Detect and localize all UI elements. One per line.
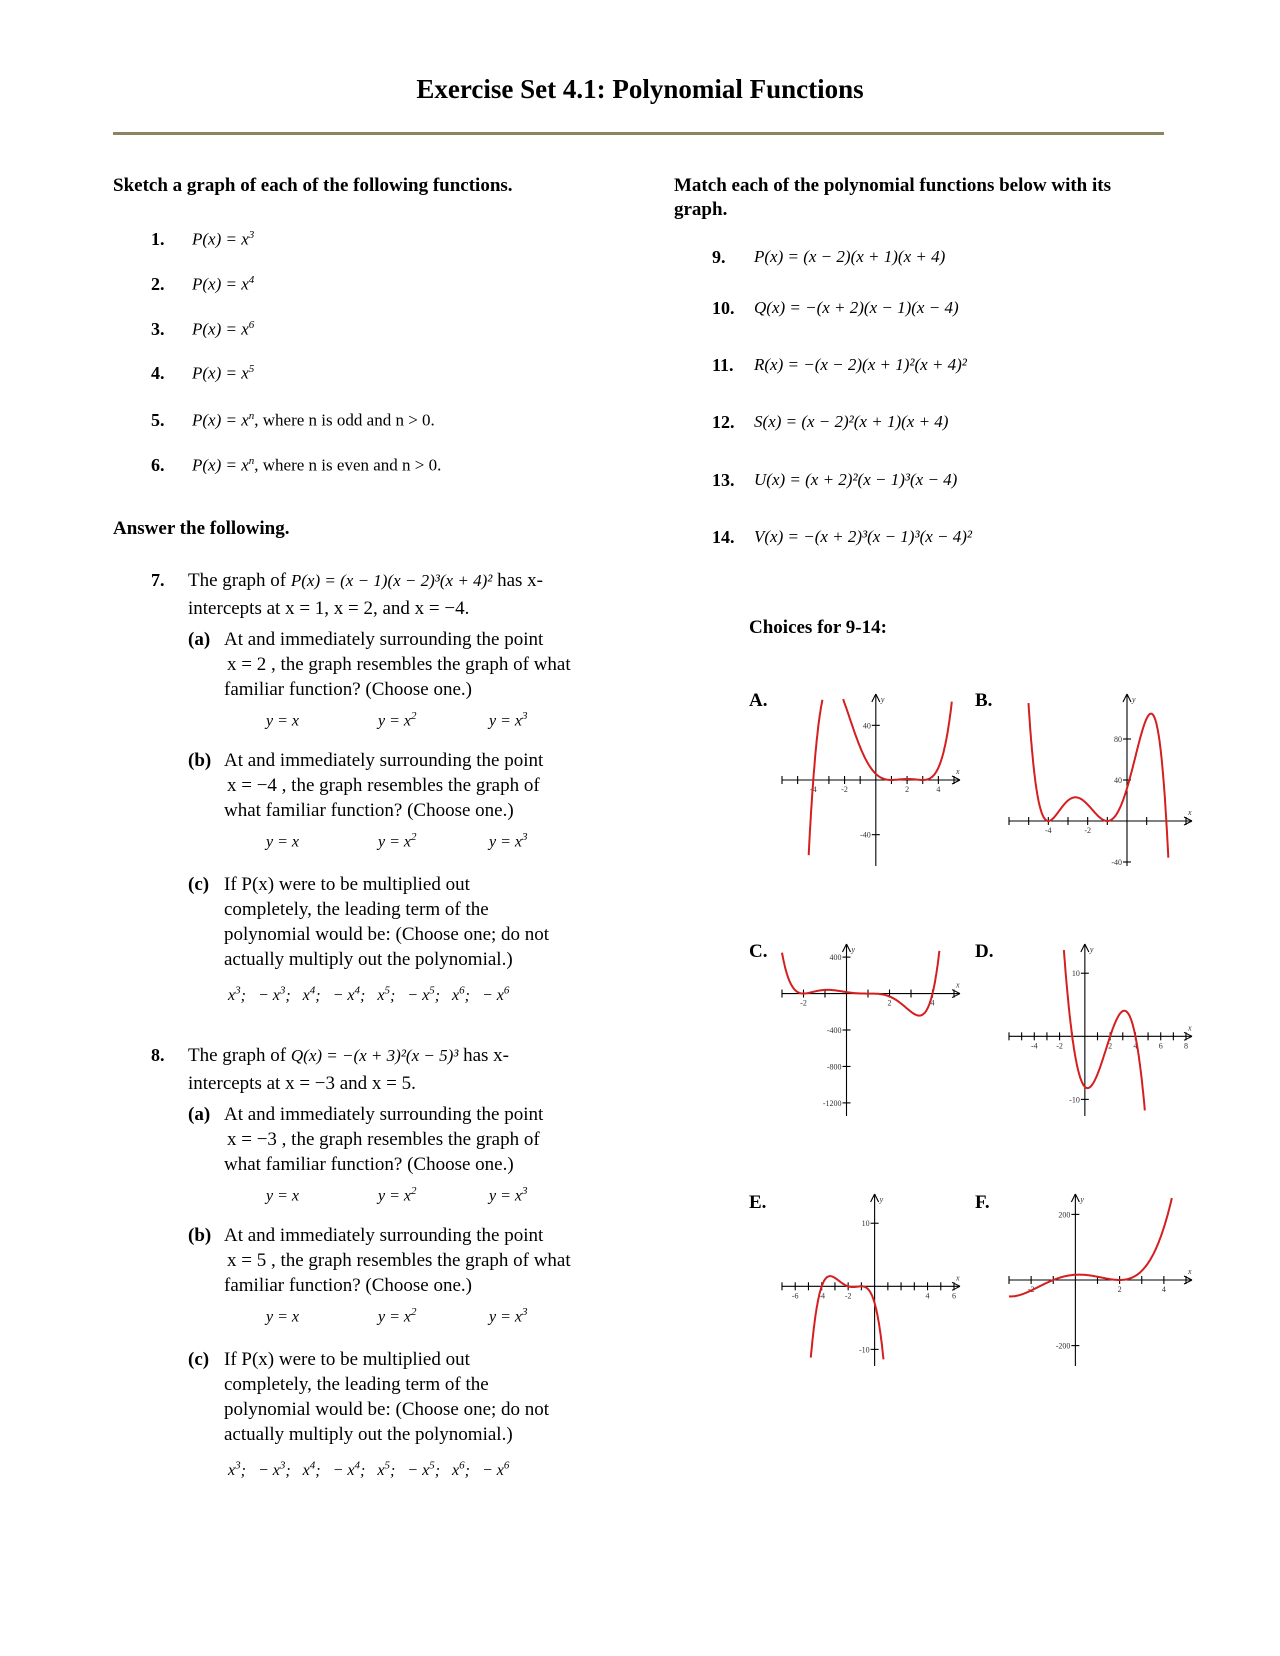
graph-c	[776, 940, 966, 1120]
q8-part-a-label: (a)	[188, 1104, 211, 1125]
leading-term-choice: − $x^4$	[332, 985, 361, 1005]
graph-a	[776, 690, 966, 870]
leading-term-choice: − $x^5$	[407, 985, 435, 1005]
sketch-heading: Sketch a graph of each of the following functions.	[113, 175, 513, 196]
y-tick-label: 200	[1058, 1210, 1071, 1220]
graph-label-c: C.	[749, 941, 768, 962]
q8-function: Q(x) = −(x + 3)²(x − 5)³	[290, 1046, 459, 1065]
q7-stem-line2: intercepts at x = 1, x = 2, and x = −4.	[188, 598, 470, 619]
y-axis-label: y	[880, 695, 885, 704]
y-tick-label: -10	[858, 1345, 870, 1355]
item-number: 3.	[151, 319, 165, 339]
x-tick-label: -2	[841, 785, 848, 794]
graph-label-e: E.	[749, 1192, 767, 1213]
y-tick-label: 400	[829, 953, 842, 963]
y-tick-label: -40	[860, 830, 871, 840]
x-tick-label: 8	[1184, 1041, 1188, 1051]
item-function: P(x) = (x − 2)(x + 1)(x + 4)	[754, 247, 946, 266]
sketch-item	[151, 229, 255, 250]
q8-part-c-label: (c)	[188, 1349, 210, 1370]
q7-part-c-label: (c)	[188, 874, 210, 895]
q8-stem-line2: intercepts at x = −3 and x = 5.	[188, 1073, 416, 1094]
item-number: 5.	[151, 410, 165, 430]
q7-part-b-text: At and immediately surrounding the point x = −4 , the graph resembles the graph of what familiar function? (Choose one.)	[224, 750, 544, 821]
familiar-choice: $y = x^2$	[378, 1306, 417, 1326]
item-number: 2.	[151, 274, 165, 294]
function-curve	[1009, 1198, 1172, 1296]
x-axis-label: x	[1188, 1267, 1192, 1276]
item-function: $P(x) = x^4$	[192, 274, 255, 294]
x-tick-label: 2	[887, 998, 892, 1008]
sketch-item	[151, 455, 442, 476]
q7-stem-line1: The graph of P(x) = (x − 1)(x − 2)³(x + 4)² has x-	[188, 570, 543, 591]
x-axis-label: x	[1188, 1023, 1192, 1033]
y-tick-label: 10	[861, 1219, 870, 1229]
y-axis-label: y	[1132, 695, 1136, 704]
match-item	[712, 527, 973, 548]
y-tick-label: 40	[1114, 776, 1122, 785]
match-item	[712, 412, 949, 433]
q7-part-a-text: At and immediately surrounding the point x = 2 , the graph resembles the graph of what familiar function? (Choose one.)	[224, 629, 571, 700]
q8-part-a-text: At and immediately surrounding the point x = −3 , the graph resembles the graph of what familiar function? (Choose one.)	[224, 1104, 544, 1175]
leading-term-choice: − $x^5$	[407, 1460, 435, 1480]
q7-c-choices: $x^3$; − $x^3$; $x^4$; − $x^4$; $x^5$; − $x^5$; $x^6$; − $x^6$	[228, 985, 510, 1005]
x-tick-label: -6	[791, 1291, 799, 1301]
item-function: $P(x) = x^6$	[192, 319, 255, 339]
question-number: 8.	[151, 1045, 165, 1065]
leading-term-choice: $x^4$	[302, 985, 316, 1005]
x-tick-label: 4	[930, 998, 935, 1008]
y-tick-label: 40	[862, 721, 871, 731]
x-tick-label: -2	[800, 998, 807, 1008]
page-title: Exercise Set 4.1: Polynomial Functions	[416, 74, 864, 104]
leading-term-choice: $x^3$	[228, 985, 241, 1005]
x-tick-label: -2	[1027, 1285, 1035, 1294]
graph-label-b: B.	[975, 690, 993, 711]
item-number: 6.	[151, 455, 165, 475]
y-axis-label: y	[1080, 1195, 1084, 1204]
x-axis-label: x	[956, 980, 960, 990]
familiar-choice: $y = x^2$	[378, 831, 417, 851]
item-number: 13.	[712, 470, 735, 490]
item-number: 14.	[712, 527, 735, 547]
familiar-choice: $y = x^2$	[378, 710, 417, 730]
graph-label-a: A.	[749, 690, 768, 711]
leading-term-choice: $x^5$	[377, 1460, 390, 1480]
y-tick-label: -1200	[822, 1098, 842, 1108]
title-divider	[113, 132, 1164, 135]
sketch-item	[151, 363, 255, 384]
x-tick-label: -4	[1044, 826, 1052, 835]
familiar-choice: $y = x^3$	[489, 831, 528, 851]
familiar-choice: $y = x^3$	[489, 710, 528, 730]
item-function: $P(x) = x^3$	[192, 229, 255, 249]
item-number: 10.	[712, 298, 735, 318]
q8-part-b-text: At and immediately surrounding the point x = 5 , the graph resembles the graph of what familiar function? (Choose one.)	[224, 1225, 571, 1296]
q7-function: P(x) = (x − 1)(x − 2)³(x + 4)²	[290, 571, 493, 590]
leading-term-choice: $x^4$	[302, 1460, 316, 1480]
match-item	[712, 298, 959, 319]
y-tick-label: -800	[826, 1062, 842, 1072]
item-number: 4.	[151, 363, 165, 383]
item-function: R(x) = −(x − 2)(x + 1)²(x + 4)²	[754, 355, 967, 374]
match-heading-line1: Match each of the polynomial functions below with its	[674, 175, 1111, 196]
item-function: $P(x) = x^5$	[192, 363, 255, 383]
item-function: $P(x) = x^n$, where n is even and n > 0.	[192, 455, 442, 475]
familiar-choice: y = x	[266, 833, 299, 851]
x-tick-label: 4	[1161, 1285, 1166, 1294]
familiar-choice: y = x	[266, 712, 299, 730]
leading-term-choice: $x^5$	[377, 985, 390, 1005]
function-curve	[809, 699, 952, 855]
y-tick-label: 10	[1071, 969, 1080, 979]
item-function: V(x) = −(x + 2)³(x − 1)³(x − 4)²	[754, 527, 973, 546]
x-tick-label: 2	[1108, 1041, 1113, 1051]
x-tick-label: 4	[1133, 1041, 1138, 1051]
y-axis-label: y	[879, 1195, 884, 1204]
leading-term-choice: − $x^6$	[481, 1460, 510, 1480]
choices-heading: Choices for 9-14:	[749, 617, 887, 638]
graph-e	[776, 1190, 966, 1370]
x-axis-label: x	[956, 767, 960, 776]
leading-term-choice: − $x^3$	[257, 985, 286, 1005]
match-heading-line2: graph.	[674, 199, 728, 220]
question-8	[151, 1045, 165, 1066]
sketch-item	[151, 319, 255, 340]
q8-part-b-label: (b)	[188, 1225, 212, 1246]
q8-c-choices: $x^3$; − $x^3$; $x^4$; − $x^4$; $x^5$; − $x^5$; $x^6$; − $x^6$	[228, 1460, 510, 1480]
graph-label-f: F.	[975, 1192, 990, 1213]
answer-heading: Answer the following.	[113, 518, 290, 539]
y-axis-label: y	[851, 945, 856, 954]
x-tick-label: -2	[1056, 1041, 1063, 1051]
x-tick-label: 2	[1117, 1285, 1122, 1294]
graph-f	[1003, 1190, 1198, 1370]
question-7	[151, 570, 165, 591]
item-number: 9.	[712, 247, 726, 267]
leading-term-choice: $x^6$	[452, 985, 465, 1005]
x-axis-label: x	[956, 1273, 960, 1283]
item-number: 11.	[712, 355, 734, 375]
x-tick-label: 2	[905, 785, 910, 794]
q8-stem-line1: The graph of Q(x) = −(x + 3)²(x − 5)³ has x-	[188, 1045, 510, 1066]
familiar-choice: y = x	[266, 1308, 299, 1326]
q7-part-a-label: (a)	[188, 629, 211, 650]
question-number: 7.	[151, 570, 165, 590]
graph-b	[1003, 690, 1198, 870]
familiar-choice: y = x	[266, 1187, 299, 1205]
x-axis-label: x	[1188, 808, 1192, 817]
x-tick-label: 4	[925, 1291, 930, 1301]
y-tick-label: -200	[1055, 1341, 1071, 1351]
match-item	[712, 247, 946, 268]
x-tick-label: 6	[1158, 1041, 1163, 1051]
graph-d	[1003, 940, 1198, 1120]
sketch-item	[151, 274, 255, 295]
item-function: $P(x) = x^n$, where n is odd and n > 0.	[192, 410, 435, 430]
leading-term-choice: − $x^4$	[332, 1460, 361, 1480]
familiar-choice: $y = x^3$	[489, 1185, 528, 1205]
q7-part-c-text: If P(x) were to be multiplied out completely, the leading term of the polynomial would be: (Choose one; do not actually multiply out the polynomial.)	[224, 874, 550, 970]
familiar-choice: $y = x^3$	[489, 1306, 528, 1326]
y-tick-label: -10	[1069, 1095, 1080, 1105]
item-number: 1.	[151, 229, 165, 249]
function-curve	[811, 1276, 884, 1359]
y-tick-label: -400	[826, 1026, 842, 1035]
x-tick-label: -2	[844, 1291, 852, 1301]
q8-part-c-text: If P(x) were to be multiplied out completely, the leading term of the polynomial would be: (Choose one; do not actually multiply out the polynomial.)	[224, 1349, 550, 1445]
x-tick-label: 4	[936, 785, 941, 794]
match-item	[712, 355, 967, 376]
x-tick-label: -4	[818, 1291, 826, 1301]
item-function: U(x) = (x + 2)²(x − 1)³(x − 4)	[754, 470, 958, 489]
item-number: 12.	[712, 412, 735, 432]
leading-term-choice: $x^3$	[228, 1460, 241, 1480]
q7-part-b-label: (b)	[188, 750, 212, 771]
leading-term-choice: $x^6$	[452, 1460, 465, 1480]
familiar-choice: $y = x^2$	[378, 1185, 417, 1205]
y-tick-label: 80	[1114, 735, 1122, 744]
x-tick-label: -2	[1084, 826, 1092, 835]
x-tick-label: -4	[809, 785, 817, 794]
item-function: Q(x) = −(x + 2)(x − 1)(x − 4)	[754, 298, 959, 317]
item-function: S(x) = (x − 2)²(x + 1)(x + 4)	[754, 412, 949, 431]
x-tick-label: -4	[1030, 1041, 1038, 1051]
graph-label-d: D.	[975, 941, 994, 962]
leading-term-choice: − $x^6$	[481, 985, 510, 1005]
x-tick-label: 6	[952, 1291, 956, 1301]
y-tick-label: -40	[1111, 858, 1122, 867]
match-item	[712, 470, 958, 491]
y-axis-label: y	[1089, 945, 1094, 954]
sketch-item	[151, 410, 435, 431]
leading-term-choice: − $x^3$	[257, 1460, 286, 1480]
